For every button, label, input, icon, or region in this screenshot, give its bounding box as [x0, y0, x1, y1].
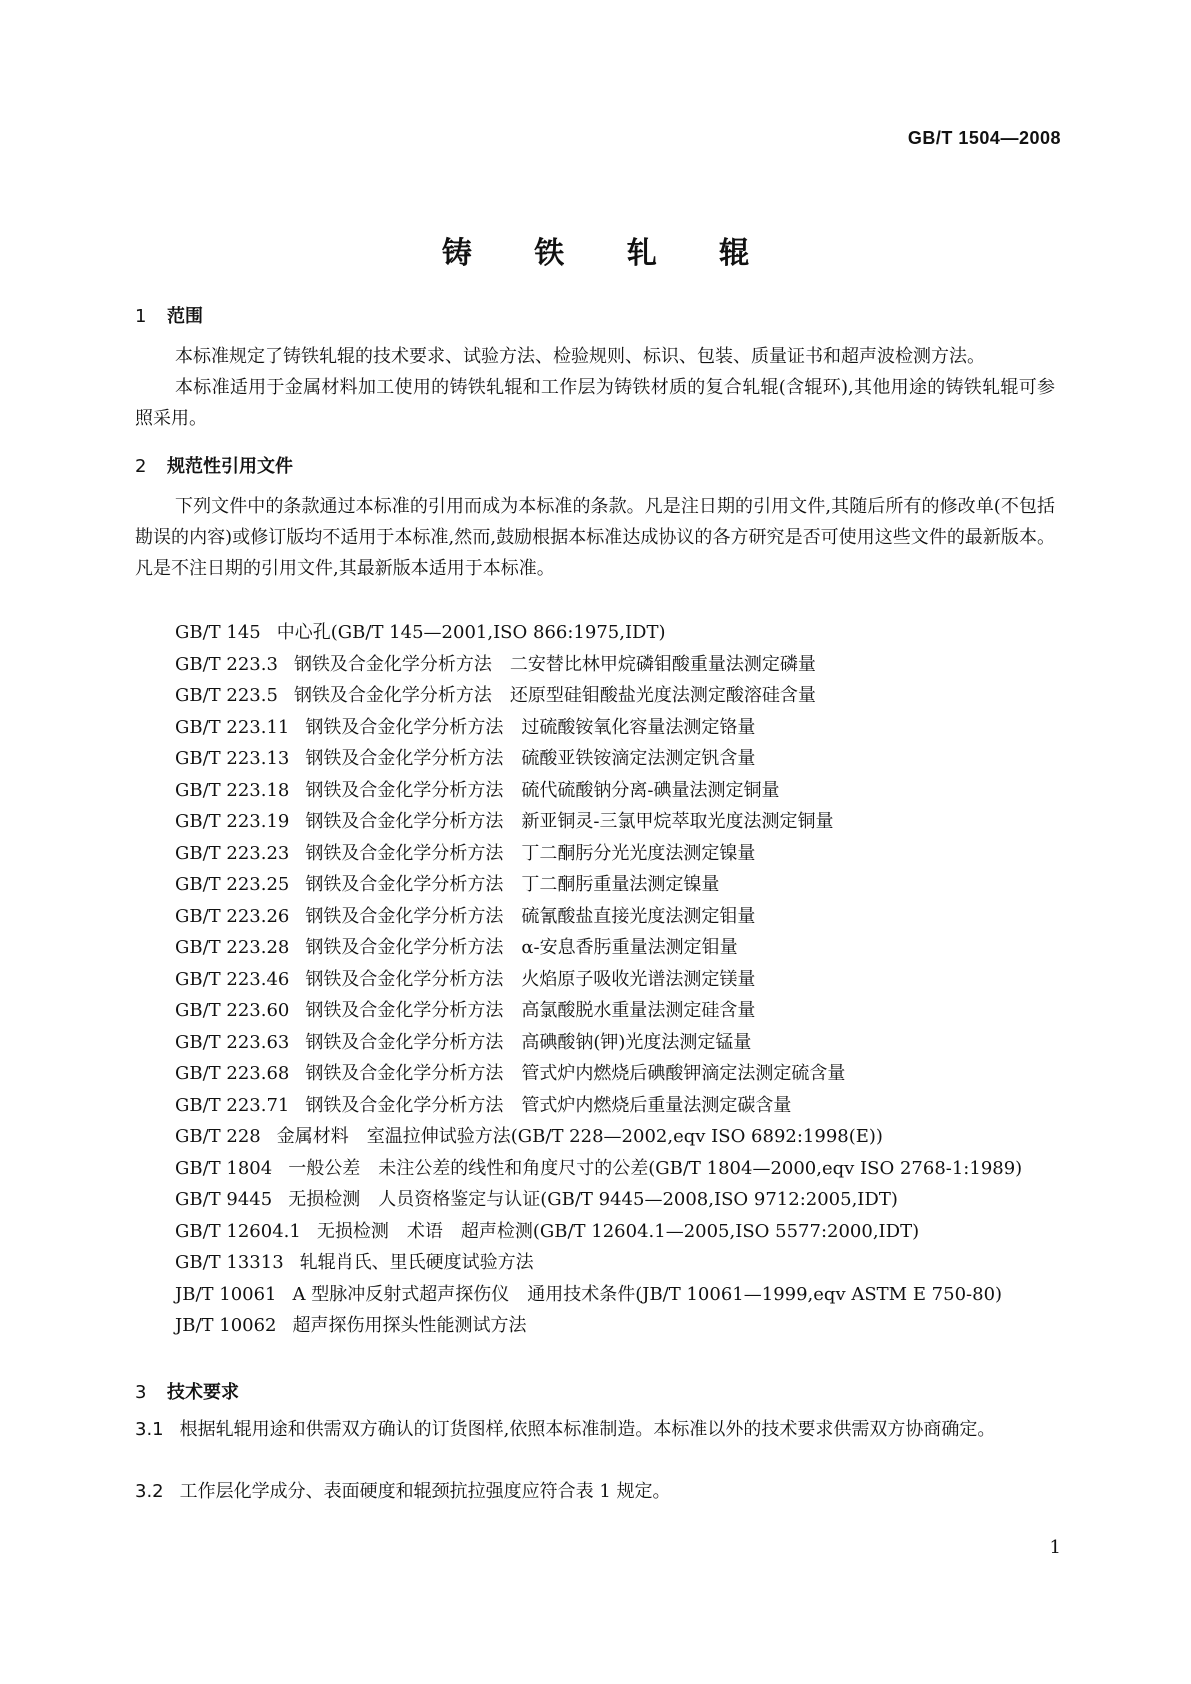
- standard-number: GB/T 1504—2008: [907, 128, 1061, 148]
- reference-title: 钢铁及合金化学分析方法 管式炉内燃烧后碘酸钾滴定法测定硫含量: [305, 1063, 846, 1084]
- reference-title: 金属材料 室温拉伸试验方法(GB/T 228—2002,eqv ISO 6892:1998(E)): [276, 1126, 883, 1147]
- reference-code: GB/T 223.23: [175, 842, 290, 864]
- reference-item: [135, 1058, 1055, 1090]
- section-3-title: 技术要求: [167, 1382, 239, 1403]
- reference-code: GB/T 13313: [175, 1252, 284, 1273]
- reference-item: [135, 712, 1055, 744]
- reference-code: GB/T 12604.1: [175, 1220, 301, 1242]
- reference-code: GB/T 223.13: [175, 748, 290, 769]
- reference-title: 钢铁及合金化学分析方法 过硫酸铵氧化容量法测定铬量: [305, 716, 756, 738]
- reference-title: 钢铁及合金化学分析方法 火焰原子吸收光谱法测定镁量: [305, 968, 756, 990]
- reference-code: GB/T 223.3: [175, 653, 278, 675]
- reference-title: 钢铁及合金化学分析方法 还原型硅钼酸盐光度法测定酸溶硅含量: [293, 685, 816, 706]
- reference-list: [135, 617, 1055, 1342]
- reference-title: 钢铁及合金化学分析方法 二安替比林甲烷磷钼酸重量法测定磷量: [293, 653, 816, 675]
- reference-item: [135, 1153, 1055, 1185]
- reference-item: [135, 743, 1055, 775]
- reference-code: GB/T 145: [175, 622, 261, 643]
- reference-item: [135, 1279, 1055, 1311]
- section-2-number: 2: [135, 456, 147, 477]
- page-number: 1: [1049, 1537, 1061, 1558]
- reference-code: GB/T 223.18: [175, 779, 290, 801]
- reference-code: GB/T 223.11: [175, 716, 290, 738]
- reference-item: [135, 649, 1055, 681]
- reference-code: GB/T 223.28: [175, 937, 290, 958]
- clause-3-1: [135, 1414, 1055, 1445]
- reference-code: GB/T 223.46: [175, 968, 290, 990]
- reference-code: GB/T 223.26: [175, 905, 290, 927]
- reference-title: 超声探伤用探头性能测试方法: [292, 1315, 527, 1336]
- reference-item: [135, 932, 1055, 964]
- reference-title: 钢铁及合金化学分析方法 丁二酮肟分光光度法测定镍量: [305, 842, 756, 864]
- section-3-heading: [135, 1378, 239, 1404]
- reference-code: GB/T 223.68: [175, 1063, 290, 1084]
- reference-title: 钢铁及合金化学分析方法 新亚铜灵-三氯甲烷萃取光度法测定铜量: [305, 811, 834, 832]
- reference-title: 钢铁及合金化学分析方法 管式炉内燃烧后重量法测定碳含量: [305, 1094, 792, 1116]
- reference-title: A 型脉冲反射式超声探伤仪 通用技术条件(JB/T 10061—1999,eqv ASTM E 750-80): [292, 1283, 1003, 1305]
- reference-item: [135, 1027, 1055, 1059]
- reference-item: [135, 1310, 1055, 1342]
- clause-number: 3.1: [135, 1419, 164, 1440]
- reference-item: [135, 1121, 1055, 1153]
- reference-code: GB/T 223.63: [175, 1031, 290, 1053]
- reference-item: [135, 680, 1055, 712]
- clause-text: 根据轧辊用途和供需双方确认的订货图样,依照本标准制造。本标准以外的技术要求供需双方协商确定。: [179, 1419, 996, 1440]
- reference-item: [135, 869, 1055, 901]
- clause-text: 工作层化学成分、表面硬度和辊颈抗拉强度应符合表 1 规定。: [179, 1481, 671, 1502]
- reference-code: GB/T 1804: [175, 1157, 273, 1179]
- reference-title: 钢铁及合金化学分析方法 硫氰酸盐直接光度法测定钼量: [305, 905, 756, 927]
- section-2-heading: [135, 452, 293, 478]
- reference-code: GB/T 223.5: [175, 685, 278, 706]
- section-2-intro: 下列文件中的条款通过本标准的引用而成为本标准的条款。凡是注日期的引用文件,其随后所有的修改单(不包括勘误的内容)或修订版均不适用于本标准,然而,鼓励根据本标准达成协议的各方研究是否可使用这些文件的最新版本。凡是不注日期的引用文件,其最新版本适用于本标准。: [135, 496, 1055, 579]
- reference-title: 钢铁及合金化学分析方法 丁二酮肟重量法测定镍量: [305, 874, 720, 895]
- reference-item: [135, 838, 1055, 870]
- reference-code: GB/T 223.71: [175, 1094, 290, 1116]
- document-title: 铸 铁 轧 辊: [441, 236, 776, 271]
- reference-title: 钢铁及合金化学分析方法 硫酸亚铁铵滴定法测定钒含量: [305, 748, 756, 769]
- section-2-title: 规范性引用文件: [167, 456, 293, 477]
- reference-code: JB/T 10062: [175, 1315, 277, 1336]
- reference-code: JB/T 10061: [175, 1283, 277, 1305]
- clause-number: 3.2: [135, 1481, 164, 1502]
- reference-item: [135, 617, 1055, 649]
- reference-title: 一般公差 未注公差的线性和角度尺寸的公差(GB/T 1804—2000,eqv ISO 2768-1:1989): [288, 1157, 1023, 1179]
- section-1-paragraph-1: 本标准规定了铸铁轧辊的技术要求、试验方法、检验规则、标识、包装、质量证书和超声波检测方法。: [175, 346, 985, 367]
- clause-3-2: [135, 1476, 1055, 1507]
- reference-item: [135, 1247, 1055, 1279]
- reference-item: [135, 964, 1055, 996]
- reference-item: [135, 995, 1055, 1027]
- reference-title: 中心孔(GB/T 145—2001,ISO 866:1975,IDT): [276, 622, 666, 643]
- reference-item: [135, 806, 1055, 838]
- reference-title: 轧辊肖氏、里氏硬度试验方法: [299, 1252, 534, 1273]
- reference-code: GB/T 223.60: [175, 1000, 290, 1021]
- reference-item: [135, 775, 1055, 807]
- reference-code: GB/T 223.19: [175, 811, 290, 832]
- reference-item: [135, 901, 1055, 933]
- reference-title: 钢铁及合金化学分析方法 α-安息香肟重量法测定钼量: [305, 937, 738, 958]
- reference-title: 钢铁及合金化学分析方法 硫代硫酸钠分离-碘量法测定铜量: [305, 779, 780, 801]
- reference-title: 钢铁及合金化学分析方法 高氯酸脱水重量法测定硅含量: [305, 1000, 756, 1021]
- reference-code: GB/T 228: [175, 1126, 261, 1147]
- reference-code: GB/T 223.25: [175, 874, 290, 895]
- section-1-title: 范围: [167, 306, 203, 327]
- reference-title: 无损检测 人员资格鉴定与认证(GB/T 9445—2008,ISO 9712:2005,IDT): [288, 1189, 898, 1210]
- reference-item: [135, 1184, 1055, 1216]
- section-1-number: 1: [135, 306, 147, 327]
- section-1-paragraph-2: 本标准适用于金属材料加工使用的铸铁轧辊和工作层为铸铁材质的复合轧辊(含辊环),其他用途的铸铁轧辊可参照采用。: [135, 377, 1055, 429]
- reference-item: [135, 1216, 1055, 1248]
- reference-code: GB/T 9445: [175, 1189, 273, 1210]
- section-3-number: 3: [135, 1382, 147, 1403]
- reference-title: 无损检测 术语 超声检测(GB/T 12604.1—2005,ISO 5577:2000,IDT): [316, 1220, 920, 1242]
- section-1-heading: [135, 302, 203, 328]
- reference-title: 钢铁及合金化学分析方法 高碘酸钠(钾)光度法测定锰量: [305, 1031, 752, 1053]
- reference-item: [135, 1090, 1055, 1122]
